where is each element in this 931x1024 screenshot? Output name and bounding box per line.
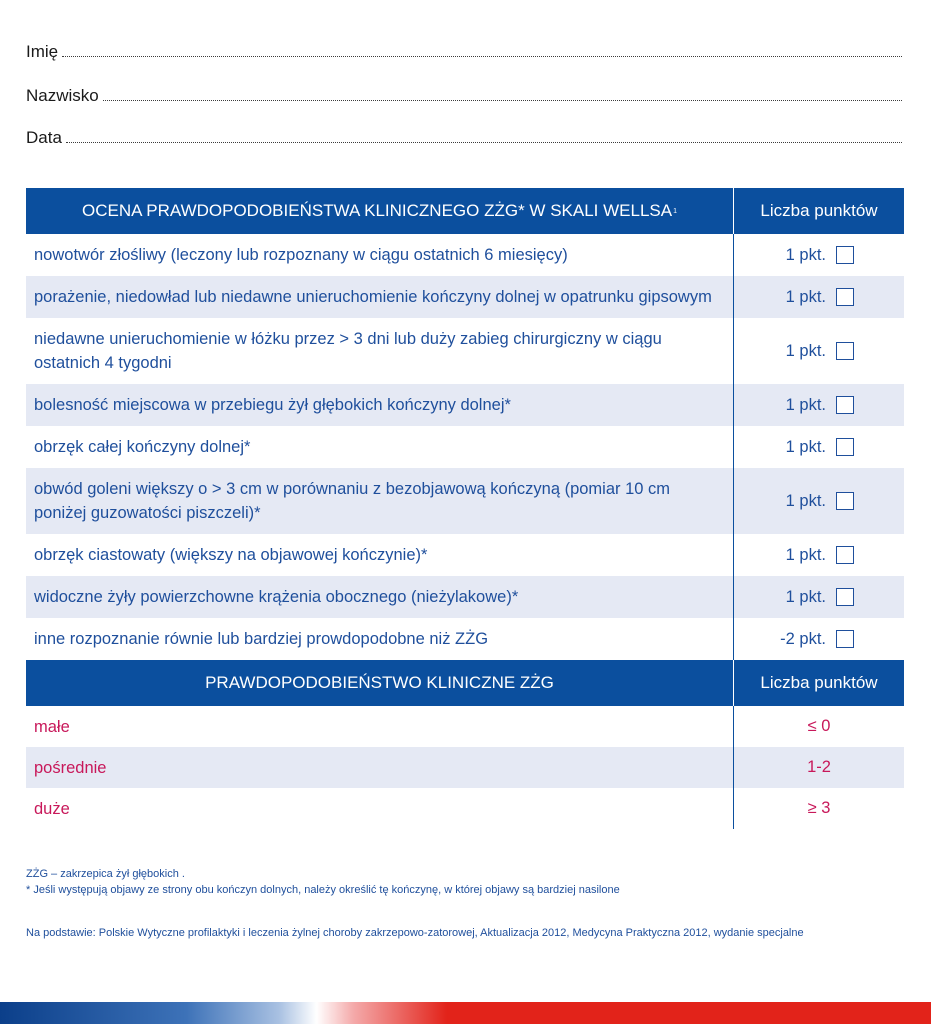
wells-table-title: OCENA PRAWDOPODOBIEŃSTWA KLINICZNEGO ZŻG* W SKALI WELLSA [82, 201, 673, 220]
probability-table-title: PRAWDOPODOBIEŃSTWO KLINICZNE ZŻG [205, 673, 554, 692]
criterion-checkbox[interactable] [836, 342, 854, 360]
criterion-text: bolesność miejscowa w przebiegu żył głębokich kończyny dolnej* [34, 396, 511, 414]
probability-points: 1-2 [733, 747, 904, 788]
footnote-abbreviation: ZŻG – zakrzepica żył głębokich . [26, 868, 185, 880]
last-name-line[interactable] [103, 100, 902, 101]
probability-table-header [26, 660, 904, 706]
points-column-header: Liczba punktów [733, 660, 904, 706]
footnote-ref: 1 [673, 207, 677, 215]
table-row [26, 276, 904, 318]
table-row [26, 318, 904, 384]
table-row [26, 788, 904, 829]
table-row [26, 747, 904, 788]
criterion-text: obrzęk całej kończyny dolnej* [34, 438, 251, 456]
table-row [26, 426, 904, 468]
date-line[interactable] [66, 142, 902, 143]
footnote-asterisk: * Jeśli występują objawy ze strony obu kończyn dolnych, należy określić tę kończynę, w której objawy są bardziej nasilone [26, 884, 620, 896]
criterion-points: 1 pkt. [785, 545, 826, 564]
criterion-points: 1 pkt. [785, 437, 826, 456]
criterion-points: 1 pkt. [785, 587, 826, 606]
source-note: Na podstawie: Polskie Wytyczne profilaktyki i leczenia żylnej choroby zakrzepowo-zatorowej, Aktualizacja 2012, Medycyna Praktyczna 2012, wydanie specjalne [26, 927, 804, 939]
criterion-checkbox[interactable] [836, 438, 854, 456]
criterion-points: 1 pkt. [785, 491, 826, 510]
decorative-stripe [0, 1002, 931, 1024]
first-name-line[interactable] [62, 56, 902, 57]
criterion-text: obwód goleni większy o > 3 cm w porównaniu z bezobjawową kończyną (pomiar 10 cm poniżej guzowatości piszczeli)* [34, 480, 671, 522]
points-column-header: Liczba punktów [733, 188, 904, 234]
table-row [26, 576, 904, 618]
date-field[interactable] [26, 124, 902, 148]
date-label: Data [26, 128, 62, 147]
first-name-field[interactable] [26, 38, 902, 62]
criterion-text: niedawne unieruchomienie w łóżku przez > 3 dni lub duży zabieg chirurgiczny w ciągu ostatnich 4 tygodni [34, 330, 662, 372]
last-name-label: Nazwisko [26, 86, 99, 105]
table-row [26, 384, 904, 426]
criterion-points: 1 pkt. [785, 287, 826, 306]
table-row [26, 618, 904, 660]
criterion-points: 1 pkt. [785, 341, 826, 360]
table-row [26, 468, 904, 534]
criterion-checkbox[interactable] [836, 492, 854, 510]
probability-points: ≥ 3 [733, 788, 904, 829]
criterion-checkbox[interactable] [836, 588, 854, 606]
criterion-text: inne rozpoznanie równie lub bardziej prowdopodobne niż ZŻG [34, 630, 489, 648]
criterion-points: -2 pkt. [780, 629, 826, 648]
wells-score-table [26, 188, 904, 829]
criterion-checkbox[interactable] [836, 396, 854, 414]
probability-level: pośrednie [34, 758, 107, 777]
wells-table-header [26, 188, 904, 234]
criterion-text: obrzęk ciastowaty (większy na objawowej kończynie)* [34, 546, 428, 564]
criterion-checkbox[interactable] [836, 288, 854, 306]
table-row [26, 534, 904, 576]
criterion-text: nowotwór złośliwy (leczony lub rozpoznany w ciągu ostatnich 6 miesięcy) [34, 246, 568, 264]
table-row [26, 234, 904, 276]
criterion-text: widoczne żyły powierzchowne krążenia obocznego (nieżylakowe)* [34, 588, 519, 606]
criterion-checkbox[interactable] [836, 546, 854, 564]
probability-level: małe [34, 717, 70, 736]
footnotes [26, 866, 620, 898]
criterion-points: 1 pkt. [785, 245, 826, 264]
last-name-field[interactable] [26, 82, 902, 106]
probability-level: duże [34, 799, 70, 818]
first-name-label: Imię [26, 42, 59, 61]
criterion-checkbox[interactable] [836, 246, 854, 264]
criterion-text: porażenie, niedowład lub niedawne unieruchomienie kończyny dolnej w opatrunku gipsowym [34, 288, 712, 306]
table-row [26, 706, 904, 747]
probability-points: ≤ 0 [733, 706, 904, 747]
criterion-checkbox[interactable] [836, 630, 854, 648]
criterion-points: 1 pkt. [785, 395, 826, 414]
